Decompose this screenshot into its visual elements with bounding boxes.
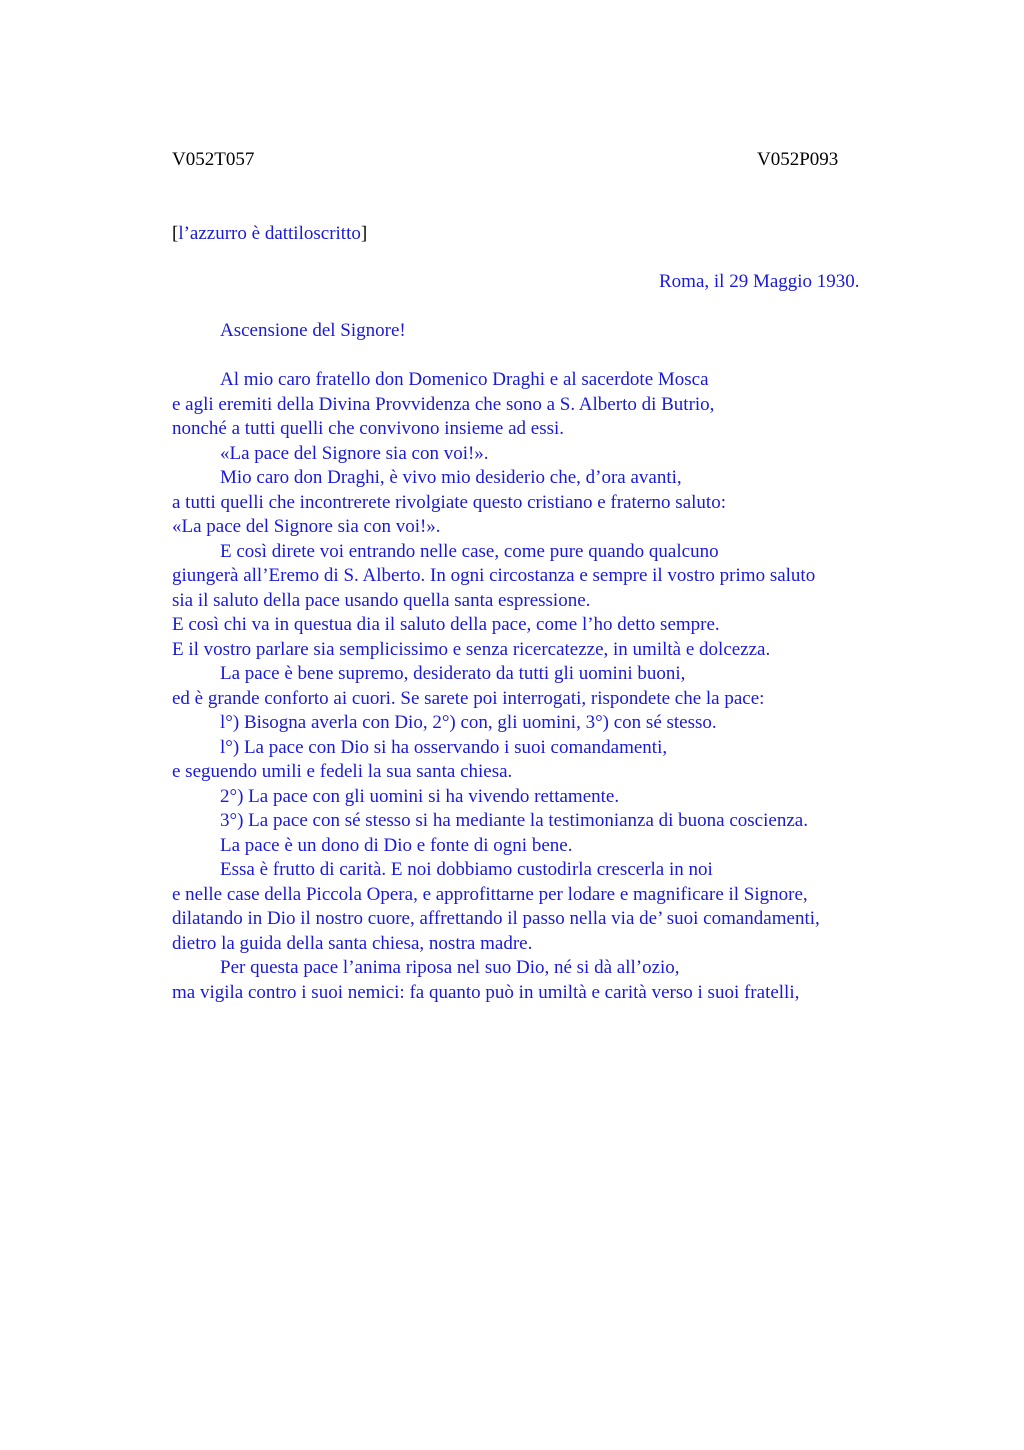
letter-line: E così chi va in questua dia il saluto della pace, come l’ho detto sempre. <box>172 614 720 635</box>
note-close-bracket: ] <box>360 223 368 244</box>
letter-line: 2°) La pace con gli uomini si ha vivendo rettamente. <box>220 785 620 807</box>
letter-line: «La pace del Signore sia con voi!». <box>220 442 489 464</box>
letter-line: ed è grande conforto ai cuori. Se sarete poi interrogati, rispondete che la pace: <box>172 687 765 709</box>
letter-line: sia il saluto della pace usando quella santa espressione. <box>172 589 591 611</box>
letter-line: e agli eremiti della Divina Provvidenza che sono a S. Alberto di Butrio, <box>172 393 715 415</box>
letter-line: La pace è un dono di Dio e fonte di ogni bene. <box>220 834 573 856</box>
letter-line: E il vostro parlare sia semplicissimo e senza ricercatezze, in umiltà e dolcezza. <box>172 638 771 660</box>
letter-line: e seguendo umili e fedeli la sua santa chiesa. <box>172 761 513 782</box>
editorial-note <box>172 222 367 246</box>
letter-date: Roma, il 29 Maggio 1930. <box>659 271 860 292</box>
page-code-right: V052P093 <box>757 149 839 170</box>
letter-line: Essa è frutto di carità. E noi dobbiamo custodirla crescerla in noi <box>220 859 713 880</box>
letter-line: l°) Bisogna averla con Dio, 2°) con, gli uomini, 3°) con sé stesso. <box>220 712 717 733</box>
feast-heading: Ascensione del Signore! <box>220 320 406 341</box>
letter-line: Mio caro don Draghi, è vivo mio desiderio che, d’ora avanti, <box>220 467 682 488</box>
letter-line: «La pace del Signore sia con voi!». <box>172 516 441 537</box>
letter-line: giungerà all’Eremo di S. Alberto. In ogni circostanza e sempre il vostro primo saluto <box>172 565 816 586</box>
letter-line: E così direte voi entrando nelle case, come pure quando qualcuno <box>220 540 719 562</box>
letter-line: a tutti quelli che incontrerete rivolgiate questo cristiano e fraterno saluto: <box>172 491 726 513</box>
letter-line: e nelle case della Piccola Opera, e approfittarne per lodare e magnificare il Signore, <box>172 883 808 905</box>
note-text: l’azzurro è dattiloscritto <box>178 223 361 244</box>
letter-line: 3°) La pace con sé stesso si ha mediante la testimonianza di buona coscienza. <box>220 810 808 831</box>
note-open-bracket: [ <box>172 223 179 244</box>
letter-line: dilatando in Dio il nostro cuore, affrettando il passo nella via de’ suoi comandamenti, <box>172 908 820 929</box>
letter-line: ma vigila contro i suoi nemici: fa quanto può in umiltà e carità verso i suoi fratelli, <box>172 981 800 1003</box>
letter-line: Per questa pace l’anima riposa nel suo Dio, né si dà all’ozio, <box>220 957 680 978</box>
letter-line: Al mio caro fratello don Domenico Draghi e al sacerdote Mosca <box>220 369 709 390</box>
letter-line: La pace è bene supremo, desiderato da tutti gli uomini buoni, <box>220 663 686 684</box>
letter-line: nonché a tutti quelli che convivono insieme ad essi. <box>172 418 565 439</box>
document-code-left: V052T057 <box>172 149 255 170</box>
letter-line: l°) La pace con Dio si ha osservando i suoi comandamenti, <box>220 736 668 758</box>
letter-body <box>172 368 892 1005</box>
letter-line: dietro la guida della santa chiesa, nostra madre. <box>172 932 533 954</box>
